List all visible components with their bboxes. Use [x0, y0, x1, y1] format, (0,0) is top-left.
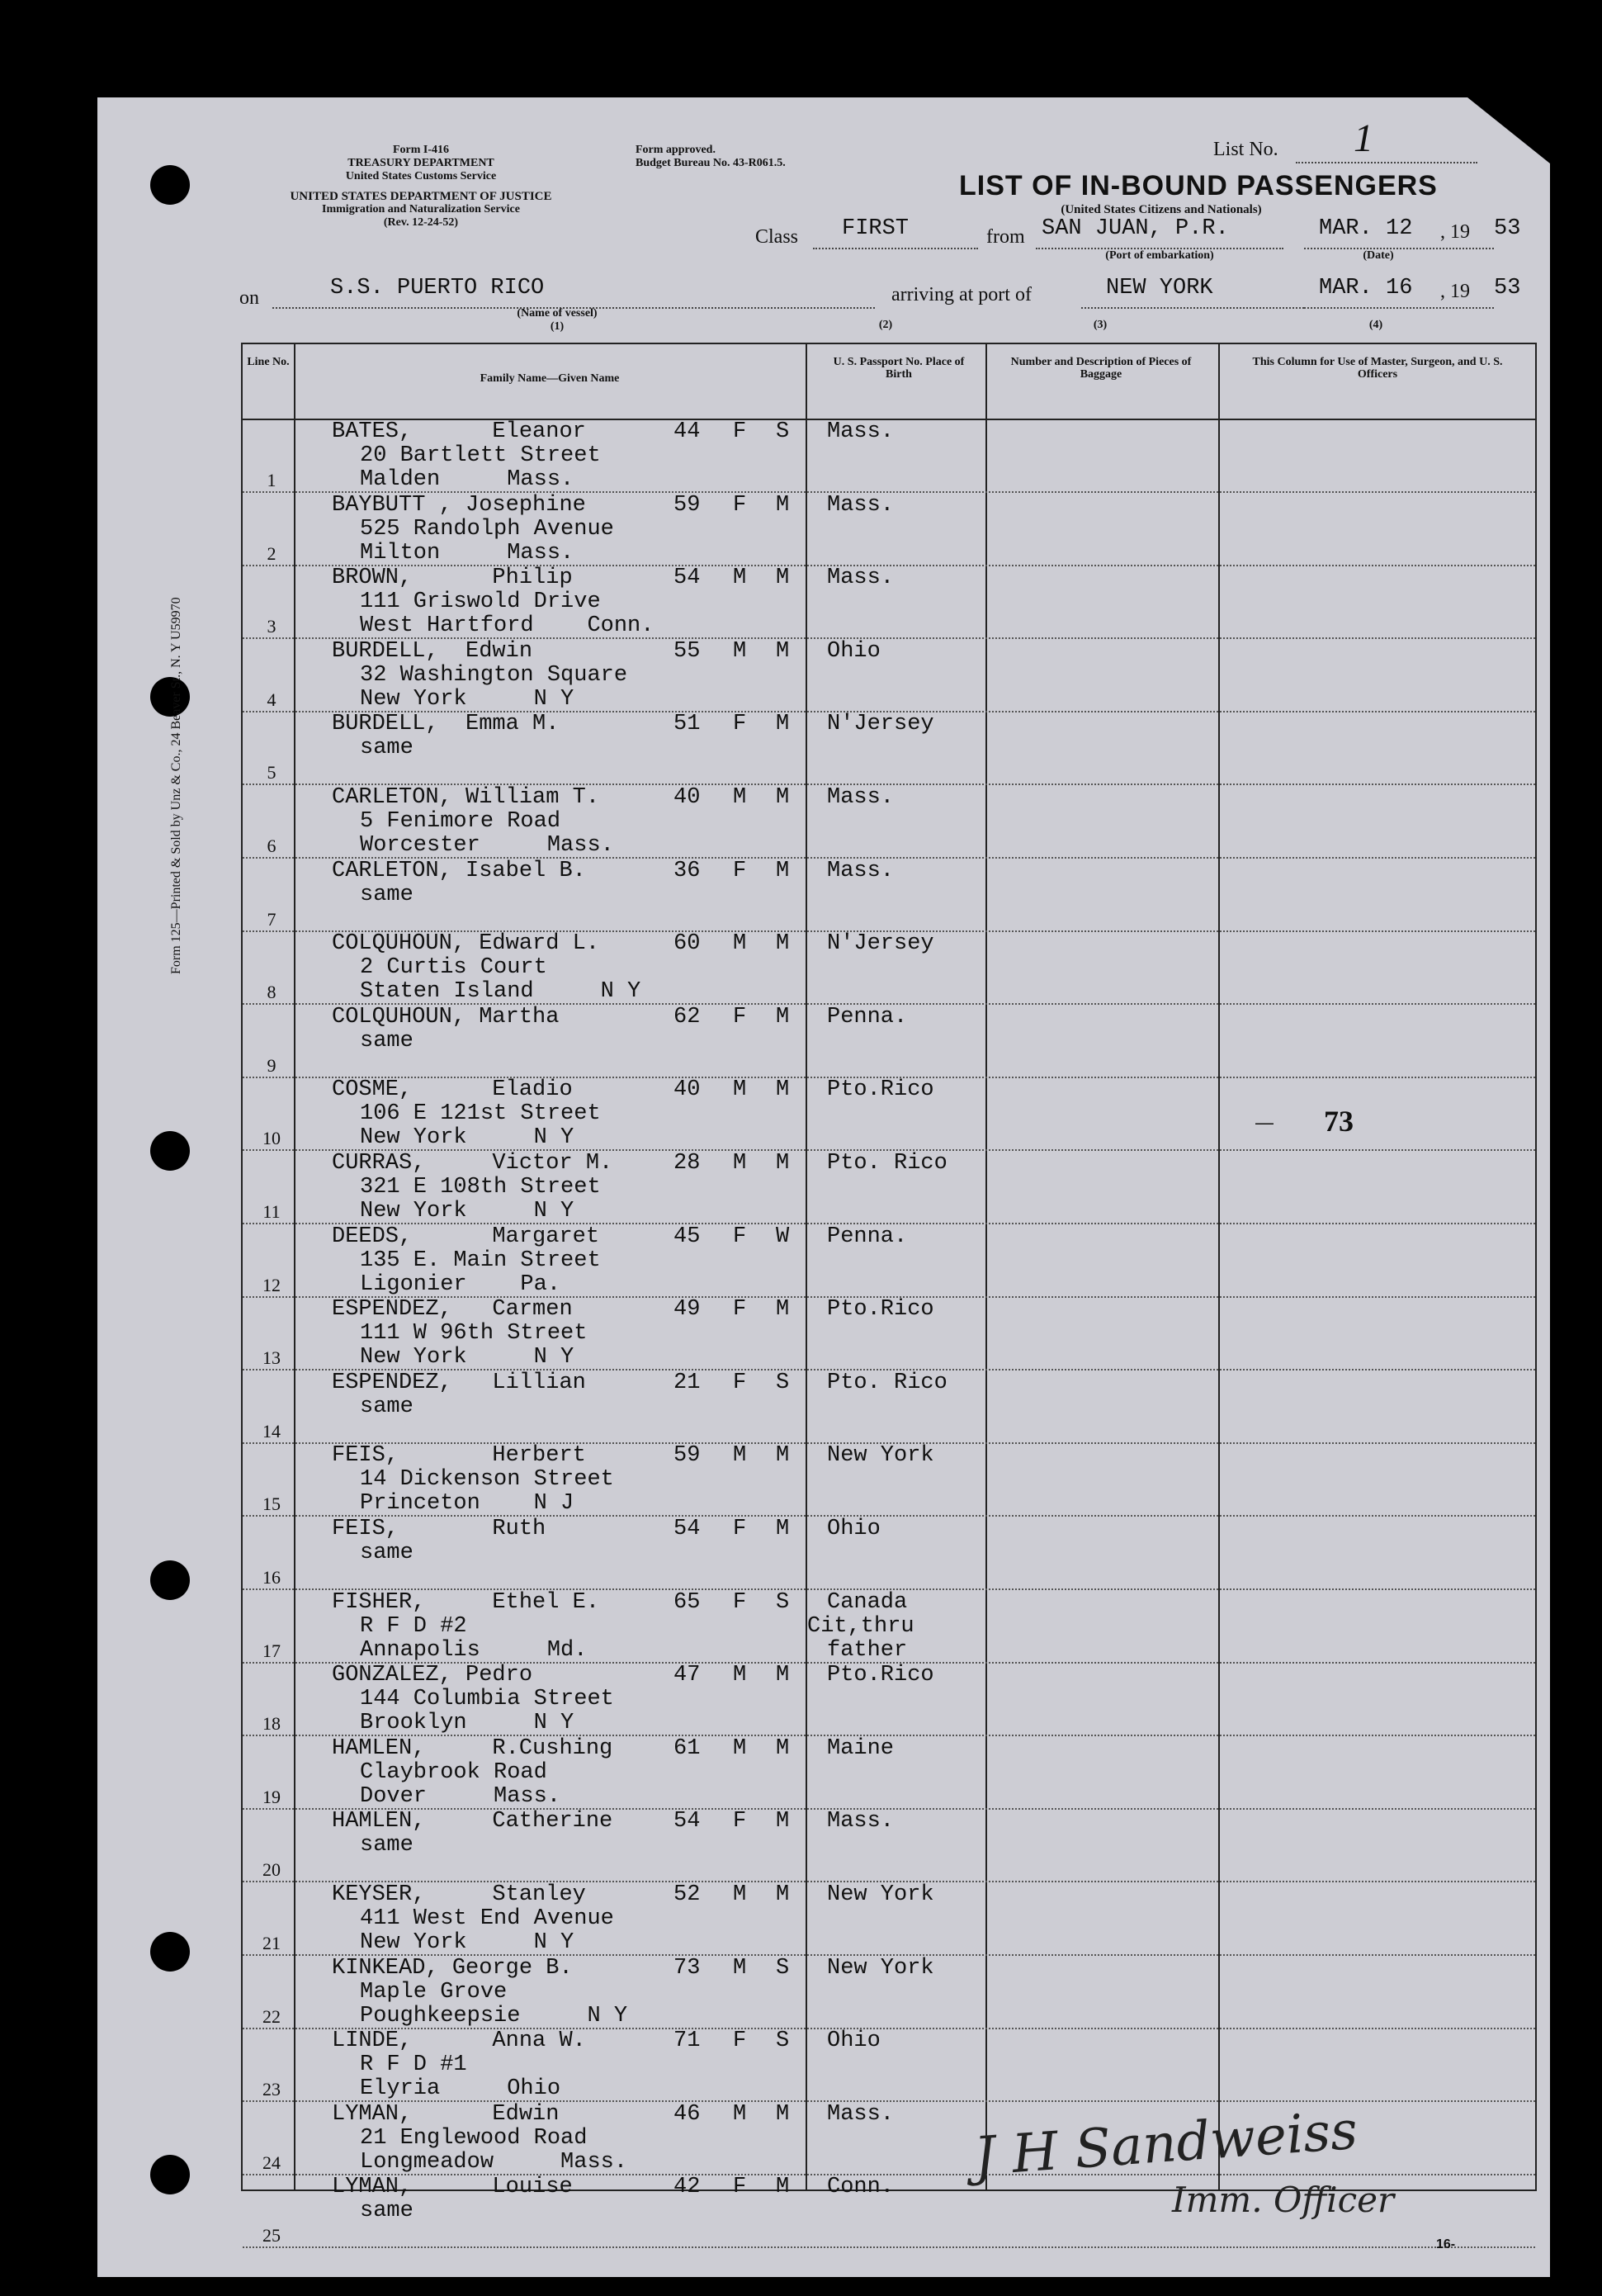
line-number: 20	[262, 1859, 281, 1881]
address-line-1: same	[360, 882, 413, 907]
address-line-1: 106 E 121st Street	[360, 1101, 601, 1127]
line-number: 16	[262, 1567, 281, 1588]
passenger-age: 21	[673, 1370, 701, 1395]
marital-status: M	[776, 638, 790, 664]
line-number: 13	[262, 1347, 281, 1369]
address-line-1: same	[360, 1541, 413, 1565]
line-number: 24	[262, 2152, 281, 2173]
passenger-age: 46	[673, 2101, 701, 2127]
address-line-1: 21 Englewood Road	[360, 2125, 588, 2151]
passenger-sex: M	[733, 785, 747, 810]
marital-status: M	[776, 1882, 790, 1907]
officer-signature: J H Sandweiss	[971, 2100, 1360, 2189]
marital-status: W	[776, 1224, 790, 1249]
line-number: 4	[267, 689, 276, 710]
passenger-sex: F	[733, 1297, 747, 1323]
passenger-age: 65	[673, 1589, 701, 1615]
officer-title: Imm. Officer	[1172, 2180, 1395, 2220]
line-number: 5	[267, 762, 276, 783]
passenger-sex: M	[733, 1955, 747, 1981]
class-line	[813, 248, 978, 249]
punch-hole	[150, 165, 190, 205]
passenger-sex: M	[733, 931, 747, 957]
address-line-1: R F D #1	[360, 2052, 467, 2078]
printer-imprint: Form 125—Printed & Sold by Unz & Co., 24 Beaver St., N. Y U59970	[169, 597, 183, 974]
line-number: 12	[262, 1274, 281, 1295]
address-line-1: 32 Washington Square	[360, 662, 628, 688]
passenger-sex: F	[733, 1589, 747, 1615]
passenger-name: BURDELL, Edwin	[332, 638, 533, 664]
place-of-birth: New York	[827, 1882, 934, 1907]
passenger-row	[243, 1882, 1535, 1954]
on-label: on	[239, 287, 259, 309]
passenger-row	[243, 1808, 1535, 1881]
address-line-1: same	[360, 1028, 413, 1053]
line-number: 17	[262, 1640, 281, 1661]
column-header-officers: This Column for Use of Master, Surgeon, and U. S. Officers	[1252, 356, 1503, 381]
departure-year: 53	[1494, 216, 1521, 241]
passenger-name: BATES, Eleanor	[332, 419, 586, 444]
column-header-baggage: Number and Description of Pieces of Baggage	[1010, 356, 1192, 381]
passenger-sex: F	[733, 492, 747, 518]
place-of-birth: Mass.	[827, 858, 895, 883]
passenger-sex: F	[733, 1809, 747, 1834]
place-of-birth: Conn.	[827, 2175, 895, 2200]
marital-status: M	[776, 1297, 790, 1323]
passenger-sex: M	[733, 1443, 747, 1469]
marital-status: M	[776, 1809, 790, 1834]
passenger-row	[243, 784, 1535, 857]
place-of-birth: Maine	[827, 1735, 895, 1761]
place-of-birth: Mass.	[827, 492, 895, 518]
port-of-embarkation: SAN JUAN, P.R.	[1042, 216, 1229, 241]
place-of-birth: Ohio	[827, 1517, 881, 1541]
address-line-1: 2 Curtis Court	[360, 955, 547, 981]
line-number: 2	[267, 542, 276, 564]
marital-status: M	[776, 1004, 790, 1030]
address-line-1: 14 Dickenson Street	[360, 1467, 614, 1493]
marital-status: S	[776, 419, 790, 444]
passenger-row	[243, 2028, 1535, 2100]
passenger-name: BURDELL, Emma M.	[332, 712, 560, 737]
punch-hole	[150, 2155, 190, 2194]
passenger-name: BAYBUTT , Josephine	[332, 492, 586, 518]
passenger-row	[243, 1224, 1535, 1296]
passenger-sex: F	[733, 858, 747, 883]
passenger-sex: F	[733, 2029, 747, 2054]
address-line-1: 135 E. Main Street	[360, 1247, 601, 1273]
place-of-birth: Penna.	[827, 1224, 908, 1249]
marital-status: M	[776, 492, 790, 518]
marital-status: S	[776, 2029, 790, 2054]
line-number: 23	[262, 2079, 281, 2100]
passenger-sex: M	[733, 2101, 747, 2127]
passenger-sex: F	[733, 419, 747, 444]
place-of-birth: Mass.	[827, 419, 895, 444]
marital-status: M	[776, 1663, 790, 1688]
place-of-birth: Mass.	[827, 566, 895, 591]
passenger-name: LYMAN, Edwin	[332, 2101, 560, 2127]
officer-note: 73	[1324, 1105, 1354, 1138]
place-of-birth: Pto.Rico	[827, 1663, 934, 1688]
passenger-name: CARLETON, William T.	[332, 785, 600, 810]
passenger-name: COLQUHOUN, Martha	[332, 1004, 560, 1030]
class-value: FIRST	[842, 216, 910, 241]
marital-status: S	[776, 1589, 790, 1615]
place-of-birth: N'Jersey	[827, 712, 934, 737]
passenger-row	[243, 565, 1535, 637]
passenger-row	[243, 930, 1535, 1003]
vessel-name: S.S. PUERTO RICO	[330, 276, 545, 301]
address-line-1: 5 Fenimore Road	[360, 809, 561, 834]
passenger-sex: F	[733, 2175, 747, 2200]
address-line-2: New York N Y	[360, 686, 574, 712]
arrival-year: 53	[1494, 276, 1521, 301]
address-line-1: Claybrook Road	[360, 1759, 547, 1785]
passenger-age: 55	[673, 638, 701, 664]
embarkation-caption: (Port of embarkation)	[1105, 249, 1214, 262]
line-number: 15	[262, 1494, 281, 1515]
address-line-1: same	[360, 2199, 413, 2224]
passenger-age: 49	[673, 1297, 701, 1323]
from-label: from	[986, 226, 1025, 248]
vessel-caption: (Name of vessel) (1)	[517, 307, 598, 333]
address-line-2: Ligonier Pa.	[360, 1271, 561, 1297]
place-of-birth: Mass.	[827, 2101, 895, 2127]
address-line-2: Malden Mass.	[360, 467, 574, 492]
passenger-name: LINDE, Anna W.	[332, 2029, 586, 2054]
marital-status: M	[776, 785, 790, 810]
address-line-1: same	[360, 1833, 413, 1858]
address-line-2: Staten Island N Y	[360, 979, 641, 1005]
place-of-birth: New York	[827, 1955, 934, 1981]
list-number-line	[1296, 162, 1477, 163]
place-of-birth: Pto.Rico	[827, 1297, 934, 1323]
column-3-caption: (3)	[1093, 319, 1108, 331]
line-number: 25	[262, 2225, 281, 2246]
column-2-caption: (2)	[878, 319, 893, 331]
passenger-name: COLQUHOUN, Edward L.	[332, 931, 600, 957]
departure-date: MAR. 12	[1319, 216, 1413, 241]
passenger-sex: M	[733, 1151, 747, 1176]
address-line-1: same	[360, 1394, 413, 1419]
address-line-2: West Hartford Conn.	[360, 613, 655, 639]
date-caption: (Date)	[1363, 249, 1394, 262]
passenger-row	[243, 1004, 1535, 1077]
passenger-age: 59	[673, 492, 701, 518]
line-number: 3	[267, 616, 276, 637]
passenger-name: ESPENDEZ, Carmen	[332, 1297, 573, 1323]
passenger-sex: F	[733, 1370, 747, 1395]
document-title: LIST OF IN-BOUND PASSENGERS	[959, 170, 1438, 201]
address-line-2: New York N Y	[360, 1199, 574, 1224]
address-line-2: Princeton N J	[360, 1491, 574, 1517]
passenger-name: CARLETON, Isabel B.	[332, 858, 586, 883]
punch-hole	[150, 1932, 190, 1972]
passenger-age: 36	[673, 858, 701, 883]
line-number: 14	[262, 1420, 281, 1442]
list-number: 1	[1354, 116, 1373, 160]
place-of-birth: Ohio	[827, 638, 881, 664]
marital-status: M	[776, 1517, 790, 1541]
address-line-1: 321 E 108th Street	[360, 1175, 601, 1200]
passenger-name: CURRAS, Victor M.	[332, 1151, 613, 1176]
address-line-1: R F D #2	[360, 1613, 467, 1639]
line-number: 1	[267, 470, 276, 490]
passenger-row	[243, 1662, 1535, 1735]
passenger-sex: F	[733, 1224, 747, 1249]
form-number: Form I-416 TREASURY DEPARTMENT United States Customs Service	[345, 144, 497, 182]
class-label: Class	[755, 226, 799, 248]
address-line-2: Longmeadow Mass.	[360, 2149, 628, 2175]
address-line-1: 20 Bartlett Street	[360, 443, 601, 468]
marital-status: M	[776, 2175, 790, 2200]
passenger-sex: F	[733, 1004, 747, 1030]
marital-status: M	[776, 1443, 790, 1469]
passenger-sex: M	[733, 1735, 747, 1761]
place-of-birth: Penna.	[827, 1004, 908, 1030]
place-of-birth-note: Cit,thru	[807, 1613, 914, 1639]
row-divider	[243, 2246, 1535, 2248]
passenger-age: 47	[673, 1663, 701, 1688]
passenger-name: HAMLEN, Catherine	[332, 1809, 613, 1834]
address-line-2: Dover Mass.	[360, 1783, 561, 1809]
passenger-age: 40	[673, 1077, 701, 1103]
place-of-birth: Mass.	[827, 1809, 895, 1834]
marital-status: M	[776, 1151, 790, 1176]
address-line-2: Worcester Mass.	[360, 833, 614, 858]
arrival-port-line	[1081, 307, 1304, 309]
marital-status: M	[776, 566, 790, 591]
address-line-1: Maple Grove	[360, 1979, 508, 2005]
passenger-sex: F	[733, 1517, 747, 1541]
passenger-sex: M	[733, 1663, 747, 1688]
passenger-row	[243, 638, 1535, 711]
passenger-name: GONZALEZ, Pedro	[332, 1663, 533, 1688]
passenger-name: FISHER, Ethel E.	[332, 1589, 600, 1615]
passenger-sex: M	[733, 566, 747, 591]
marital-status: M	[776, 2101, 790, 2127]
marital-status: M	[776, 712, 790, 737]
address-line-2: Brooklyn N Y	[360, 1711, 574, 1736]
place-of-birth: Pto.Rico	[827, 1077, 934, 1103]
budget-block: Form approved. Budget Bureau No. 43-R061.5.	[636, 144, 786, 169]
arrival-date: MAR. 16	[1319, 276, 1413, 301]
passenger-sex: F	[733, 712, 747, 737]
marital-status: S	[776, 1955, 790, 1981]
marital-status: M	[776, 858, 790, 883]
passenger-name: KEYSER, Stanley	[332, 1882, 586, 1907]
passenger-row	[243, 1955, 1535, 2028]
address-line-1: 111 W 96th Street	[360, 1321, 588, 1347]
address-line-2: Poughkeepsie N Y	[360, 2003, 628, 2029]
line-number: 21	[262, 1933, 281, 1953]
line-number: 11	[262, 1201, 281, 1222]
place-of-birth: Pto. Rico	[827, 1370, 947, 1395]
address-line-1: 144 Columbia Street	[360, 1687, 614, 1712]
column-header-name: Family Name—Given Name	[480, 372, 620, 385]
list-number-label: List No.	[1213, 139, 1278, 160]
passenger-name: ESPENDEZ, Lillian	[332, 1370, 586, 1395]
department-block: UNITED STATES DEPARTMENT OF JUSTICE Immigration and Naturalization Service (Rev. 12-24-52)	[290, 190, 552, 229]
line-number: 10	[262, 1128, 281, 1149]
column-4-caption: (4)	[1368, 319, 1383, 331]
marital-status: S	[776, 1370, 790, 1395]
passenger-age: 54	[673, 1809, 701, 1834]
marital-status: M	[776, 1735, 790, 1761]
passenger-sex: M	[733, 1077, 747, 1103]
passenger-age: 61	[673, 1735, 701, 1761]
place-of-birth: Mass.	[827, 785, 895, 810]
passenger-age: 40	[673, 785, 701, 810]
address-line-2: New York N Y	[360, 1930, 574, 1955]
passenger-age: 28	[673, 1151, 701, 1176]
passenger-row	[243, 419, 1535, 491]
address-line-1: 525 Randolph Avenue	[360, 516, 614, 542]
passenger-row	[243, 858, 1535, 930]
passenger-age: 54	[673, 1517, 701, 1541]
line-number: 19	[262, 1786, 281, 1807]
punch-hole	[150, 1560, 190, 1600]
line-number: 7	[267, 908, 276, 930]
passenger-age: 62	[673, 1004, 701, 1030]
line-number: 8	[267, 982, 276, 1003]
address-line-1: same	[360, 736, 413, 761]
year-prefix: , 19	[1440, 221, 1470, 243]
passenger-row	[243, 1442, 1535, 1515]
address-line-2: New York N Y	[360, 1125, 574, 1151]
passenger-age: 42	[673, 2175, 701, 2200]
passenger-name: FEIS, Herbert	[332, 1443, 586, 1469]
address-line-2: New York N Y	[360, 1345, 574, 1370]
address-line-2: Annapolis Md.	[360, 1637, 588, 1663]
line-number: 9	[267, 1054, 276, 1076]
line-number: 18	[262, 1713, 281, 1735]
passenger-row	[243, 711, 1535, 783]
address-line-2: Elyria Ohio	[360, 2076, 561, 2102]
arrive-date-line	[1304, 307, 1494, 309]
passenger-row	[243, 1589, 1535, 1662]
place-of-birth: Ohio	[827, 2029, 881, 2054]
passenger-name: DEEDS, Margaret	[332, 1224, 600, 1249]
place-of-birth: Pto. Rico	[827, 1151, 947, 1176]
column-header-passport: U. S. Passport No. Place of Birth	[833, 356, 965, 381]
marital-status: M	[776, 1077, 790, 1103]
passenger-name: BROWN, Philip	[332, 566, 573, 591]
place-of-birth: Canada	[827, 1589, 908, 1615]
passenger-name: LYMAN, Louise	[332, 2175, 573, 2200]
address-line-1: 411 West End Avenue	[360, 1906, 614, 1931]
passenger-name: HAMLEN, R.Cushing	[332, 1735, 613, 1761]
passenger-age: 51	[673, 712, 701, 737]
passenger-age: 45	[673, 1224, 701, 1249]
year-prefix: , 19	[1440, 281, 1470, 302]
place-of-birth: New York	[827, 1443, 934, 1469]
passenger-sex: M	[733, 638, 747, 664]
address-line-2: Milton Mass.	[360, 540, 574, 566]
place-of-birth-note: father	[827, 1637, 908, 1663]
passenger-age: 60	[673, 931, 701, 957]
line-number: 6	[267, 836, 276, 856]
passenger-age: 44	[673, 419, 701, 444]
officer-dash: —	[1255, 1112, 1274, 1133]
passenger-row	[243, 1735, 1535, 1808]
passenger-name: COSME, Eladio	[332, 1077, 573, 1103]
passenger-row	[243, 1150, 1535, 1223]
address-line-1: 111 Griswold Drive	[360, 589, 601, 615]
punch-hole	[150, 1131, 190, 1171]
marital-status: M	[776, 931, 790, 957]
passenger-age: 59	[673, 1443, 701, 1469]
place-of-birth: N'Jersey	[827, 931, 934, 957]
passenger-row	[243, 1370, 1535, 1442]
passenger-row	[243, 492, 1535, 565]
passenger-age: 71	[673, 2029, 701, 2054]
passenger-row	[243, 1296, 1535, 1369]
passenger-age: 54	[673, 566, 701, 591]
passenger-age: 52	[673, 1882, 701, 1907]
line-number: 22	[262, 2005, 281, 2027]
document-subtitle: (United States Citizens and Nationals)	[1061, 203, 1262, 216]
passenger-age: 73	[673, 1955, 701, 1981]
passenger-name: KINKEAD, George B.	[332, 1955, 573, 1981]
arriving-label: arriving at port of	[891, 284, 1032, 305]
passenger-sex: M	[733, 1882, 747, 1907]
footer-mark: 16-	[1436, 2237, 1456, 2251]
arrival-port: NEW YORK	[1106, 276, 1213, 301]
passenger-row	[243, 1516, 1535, 1588]
passenger-name: FEIS, Ruth	[332, 1517, 546, 1541]
column-header-line: Line No.	[247, 356, 290, 368]
